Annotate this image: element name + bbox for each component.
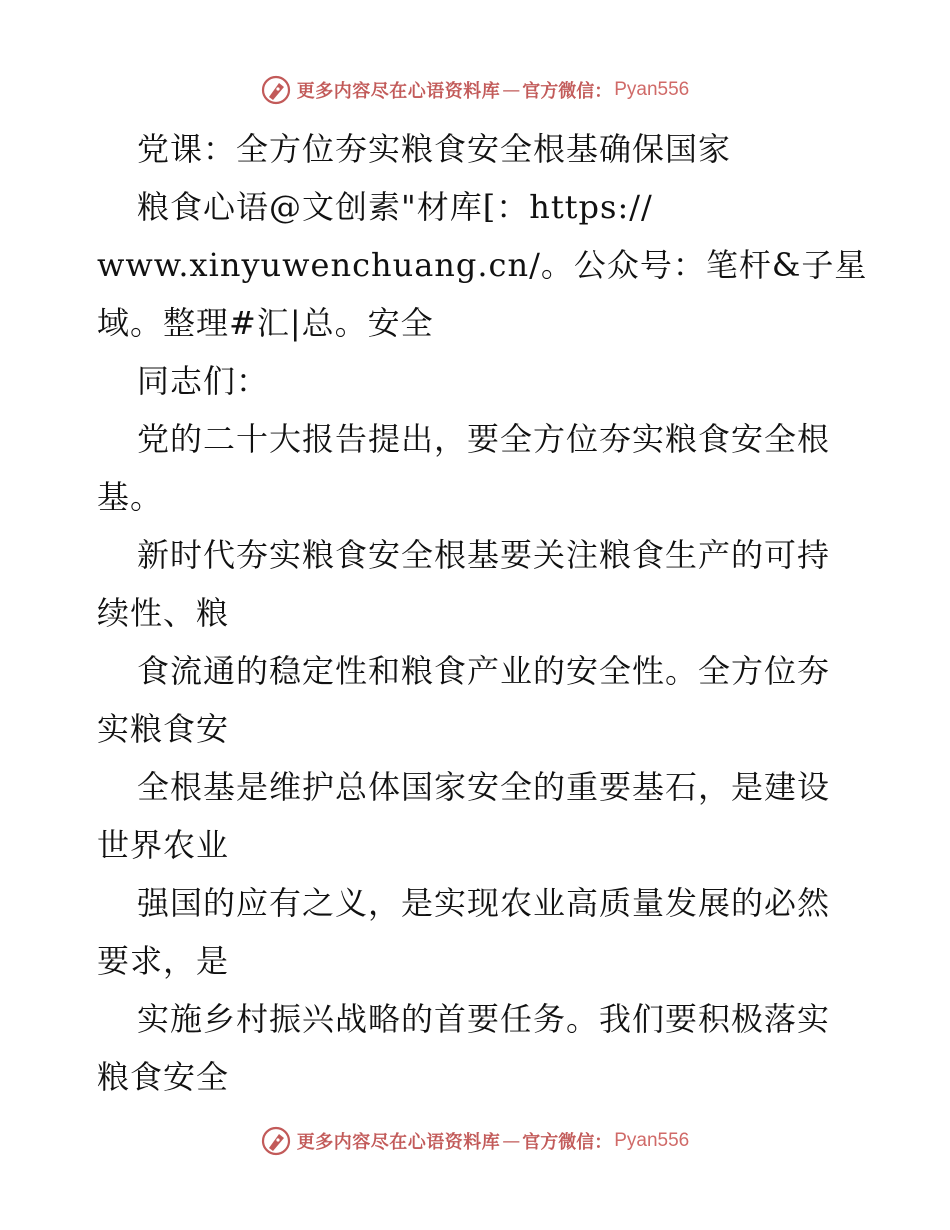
wechat-label: 官方微信：	[522, 81, 613, 102]
banner-dash: —	[502, 79, 521, 101]
pen-nib-logo-icon	[261, 1126, 291, 1156]
doc-line: 食流通的稳定性和粮食产业的安全性。全方位夯	[137, 652, 831, 690]
wechat-id: Pyan556	[614, 1130, 690, 1151]
wechat-label: 官方微信：	[522, 1132, 613, 1153]
document-body	[97, 120, 868, 1106]
doc-salutation: 同志们：	[137, 362, 270, 400]
site-name: 更多内容尽在心语资料库	[296, 81, 501, 102]
doc-line: 全根基是维护总体国家安全的重要基石，是建设	[137, 768, 831, 806]
doc-line: 域。整理#汇|总。安全	[97, 304, 434, 342]
doc-line: 新时代夯实粮食安全根基要关注粮食生产的可持	[137, 536, 831, 574]
doc-title-line: 党课：全方位夯实粮食安全根基确保国家	[137, 130, 732, 168]
doc-line: 强国的应有之义，是实现农业高质量发展的必然	[137, 884, 831, 922]
header-banner	[0, 70, 950, 110]
doc-line: 续性、粮	[97, 594, 230, 632]
banner-dash: —	[502, 1130, 521, 1152]
doc-line: 粮食安全	[97, 1058, 230, 1096]
doc-line: www.xinyuwenchuang.cn/。公众号：笔杆&子星	[97, 246, 868, 284]
doc-line: 实粮食安	[97, 710, 230, 748]
footer-banner	[0, 1121, 950, 1161]
wechat-id: Pyan556	[614, 79, 690, 100]
pen-nib-logo-icon	[261, 75, 291, 105]
doc-line: 要求，是	[97, 942, 230, 980]
doc-line: 世界农业	[97, 826, 230, 864]
doc-line: 基。	[97, 478, 164, 516]
site-name: 更多内容尽在心语资料库	[296, 1132, 501, 1153]
doc-line: 党的二十大报告提出，要全方位夯实粮食安全根	[137, 420, 831, 458]
doc-line: 实施乡村振兴战略的首要任务。我们要积极落实	[137, 1000, 831, 1038]
doc-line: 粮食心语@文创素"材库[：https://	[137, 188, 653, 226]
